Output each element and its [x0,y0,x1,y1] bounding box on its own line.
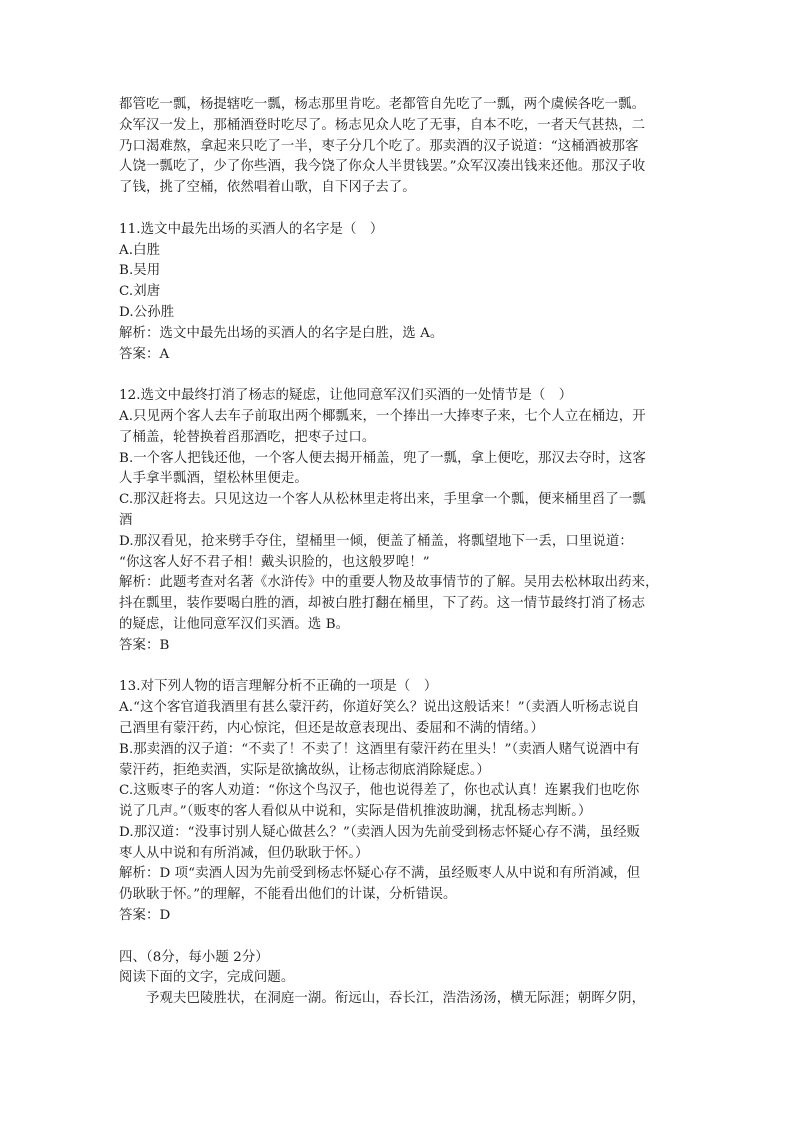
option-d: D.公孙胜 [119,304,175,320]
option-line: C.那汉赶将去。只见这边一个客人从松林里走将出来，手里拿一个瓢，便来桶里舀了一瓢 [119,492,646,508]
option-line: B.一个客人把钱还他，一个客人便去揭开桶盖，兜了一瓢，拿上便吃，那汉去夺时，这客 [119,450,646,466]
option-c: C.刘唐 [119,284,161,300]
option-line: 枣人从中说和有所消减，但仍耿耿于怀。） [119,845,369,861]
answer: 答案：A [119,346,170,362]
option-b: B.吴用 [119,263,161,279]
analysis-line: 解析：此题考查对名著《水浒传》中的重要人物及故事情节的了解。吴用去松林取出药来， [119,575,659,591]
option-line: “你这客人好不君子相！戴头识脸的，也这般罗唣！” [119,554,430,570]
passage-line: 人饶一瓢吃了，少了你些酒，我今饶了你众人半贯钱罢。”众军汉凑出钱来还他。那汉子收 [119,159,646,175]
answer: 答案：B [119,637,170,653]
document-page [119,95,679,1010]
section-4 [119,948,679,1010]
passage [119,95,679,199]
question-13 [119,677,679,927]
question-stem: 11.选文中最先出场的买酒人的名字是（ ） [119,221,384,237]
analysis-line: 仍耿耿于怀。”的理解，不能看出他们的计谋，分析错误。 [119,887,457,903]
section-heading: 四、（8分，每小题 2分） [119,949,269,965]
option-line: 了桶盖，轮替换着舀那酒吃，把枣子过口。 [119,429,376,445]
option-line: D.那汉看见，抢来劈手夺住，望桶里一倾，便盖了桶盖，将瓢望地下一丢，口里说道： [119,533,633,549]
option-line: A.“这个客官道我酒里有甚么蒙汗药，你道好笑么？说出这般话来！”（卖酒人听杨志说自 [119,700,640,716]
section-instruction: 阅读下面的文字，完成问题。 [119,970,295,986]
analysis-line: 解析：D 项“卖酒人因为先前受到杨志怀疑心存不满，虽经贩枣人从中说和有所消减，但 [119,866,641,882]
passage-line: 众军汉一发上，那桶酒登时吃尽了。杨志见众人吃了无事，自本不吃，一者天气甚热，二 [119,117,646,133]
option-line: 人手拿半瓢酒，望松林里便走。 [119,471,308,487]
classical-text: 予观夫巴陵胜状，在洞庭一湖。衔远山，吞长江，浩浩汤汤，横无际涯；朝晖夕阴， [146,991,646,1007]
analysis-line: 解析：选文中最先出场的买酒人的名字是白胜，选 A。 [119,325,444,341]
option-a: A.白胜 [119,242,161,258]
analysis-line: 的疑虑，让他同意军汉们买酒。选 B。 [119,616,350,632]
question-11 [119,220,679,366]
answer: 答案：D [119,908,171,924]
passage-line: 了钱，挑了空桶，依然唱着山歌，自下冈子去了。 [119,180,416,196]
option-line: 说了几声。”（贩枣的客人看似从中说和，实际是借机推波助澜，扰乱杨志判断。） [119,804,592,820]
question-12 [119,386,679,656]
option-line: 己酒里有蒙汗药，内心惊诧，但还是故意表现出、委屈和不满的情绪。） [119,720,544,736]
option-line: D.那汉道：“没事讨别人疑心做甚么？”（卖酒人因为先前受到杨志怀疑心存不满，虽经贩 [119,824,641,840]
question-stem: 13.对下列人物的语言理解分析不正确的一项是（ ） [119,679,438,695]
option-line: 酒 [119,512,133,528]
option-line: C.这贩枣子的客人劝道：“你这个鸟汉子，他也说得差了，你也忒认真！连累我们也吃你 [119,783,640,799]
option-line: B.那卖酒的汉子道：“不卖了！不卖了！这酒里有蒙汗药在里头！”（卖酒人赌气说酒中有 [119,741,640,757]
passage-line: 都管吃一瓢，杨提辖吃一瓢，杨志那里肯吃。老都管自先吃了一瓢，两个虞候各吃一瓢。 [119,97,646,112]
passage-line: 乃口渴难熬，拿起来只吃了一半，枣子分几个吃了。那卖酒的汉子说道：“这桶酒被那客 [119,138,639,154]
option-line: 蒙汗药，拒绝卖酒，实际是欲擒故纵，让杨志彻底消除疑虑。） [119,762,491,778]
option-line: A.只见两个客人去车子前取出两个椰瓢来，一个捧出一大捧枣子来，七个人立在桶边，开 [119,408,646,424]
analysis-line: 抖在瓢里，装作要喝白胜的酒，却被白胜打翻在桶里，下了药。这一情节最终打消了杨志 [119,596,646,612]
question-stem: 12.选文中最终打消了杨志的疑虑，让他同意军汉们买酒的一处情节是（ ） [119,388,573,404]
